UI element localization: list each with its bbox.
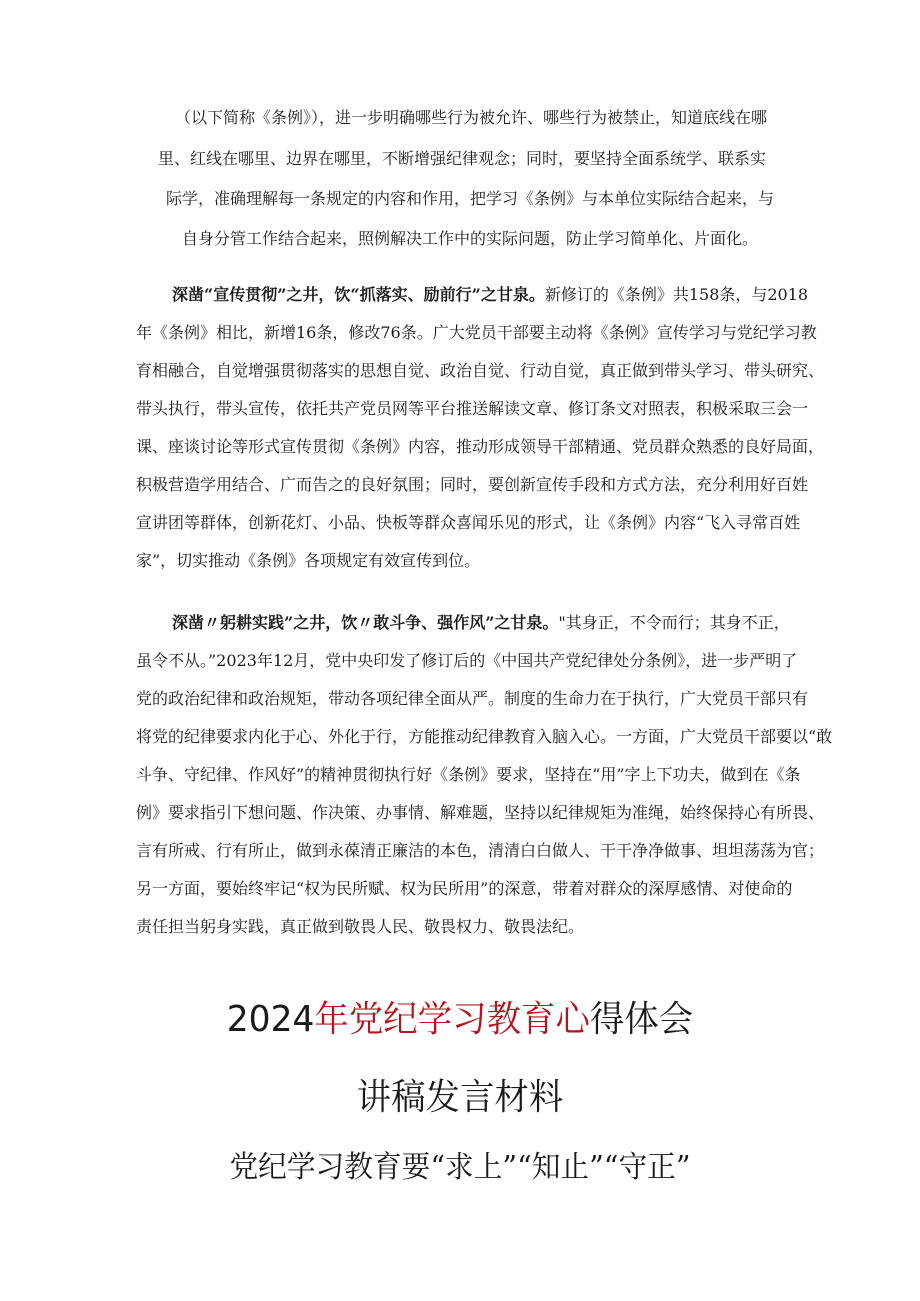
section1-first-line <box>172 284 808 306</box>
section2-line: 例》要求指引下想问题、作决策、办事情、解难题，坚持以纪律规矩为准绳，始终保持心有所畏、 <box>136 803 825 822</box>
section2-line: 斗争、守纪律、作风好”的精神贯彻执行好《条例》要求，坚持在“用”字上下功夫，做到在《条 <box>136 765 801 784</box>
section1-lead: 深凿“宣传贯彻”之井，饮“抓落实、励前行”之甘泉。 <box>172 285 545 304</box>
section2-lead: 深凿〃躬耕实践”之井，饮〃敢斗争、强作风”之甘泉。 <box>172 613 559 632</box>
section2-line: 党的政治纪律和政治规矩，带动各项纪律全面从严。制度的生命力在于执行，广大党员干部只有 <box>136 689 809 708</box>
intro-line: 里、红线在哪里、边界在哪里，不断增强纪律观念；同时，要坚持全面系统学、联系实 <box>158 149 767 168</box>
document-title <box>20 998 900 1042</box>
document-subtitle: 党纪学习教育要“求上”“知止”“守正” <box>229 1150 691 1185</box>
section2-line: 将党的纪律要求内化于心、外化于行，方能推动纪律教育入脑入心。一方面，广大党员干部要以“敢 <box>136 727 833 746</box>
section2-line: 虽令不从。”2023年12月，党中央印发了修订后的《中国共产党纪律处分条例》，进一步严明了 <box>136 651 798 670</box>
section1-line: 年《条例》相比，新增16条，修改76条。广大党员干部要主动将《条例》宣传学习与党纪学习教 <box>136 323 817 342</box>
document-title-line2: 讲稿发言材料 <box>356 1077 564 1118</box>
section1-line: 积极营造学用结合、广而告之的良好氛围；同时，要创新宣传手段和方式方法，充分利用好百姓 <box>136 475 809 494</box>
section2-first-rest: "其身正，不令而行；其身不正， <box>558 613 790 632</box>
title-prefix: 2024 <box>226 999 315 1040</box>
section1-first-rest: 新修订的《条例》共158条，与2018 <box>544 285 809 304</box>
section2-line: 另一方面，要始终牢记“权为民所赋、权为民所用”的深意，带着对群众的深厚感情、对使命的 <box>136 879 793 898</box>
intro-line: 自身分管工作结合起来，照例解决工作中的实际问题，防止学习简单化、片面化。 <box>182 229 759 248</box>
section2-line: 言有所戒、行有所止，做到永葆清正廉洁的本色，清清白白做人、干干净净做事、坦坦荡荡为官； <box>136 841 825 860</box>
section1-line: 宣讲团等群体，创新花灯、小品、快板等群众喜闻乐见的形式，让《条例》内容“飞入寻常百姓 <box>136 513 801 532</box>
section1-line: 课、座谈讨论等形式宣传贯彻《条例》内容，推动形成领导干部精通、党员群众熟悉的良好局面， <box>136 437 825 456</box>
title-red: 年党纪学习教育心 <box>314 999 590 1040</box>
section2-first-line <box>172 612 790 634</box>
intro-line: 际学，准确理解每一条规定的内容和作用，把学习《条例》与本单位实际结合起来，与 <box>166 189 775 208</box>
section2-line: 责任担当躬身实践，真正做到敬畏人民、敬畏权力、敬畏法纪。 <box>136 917 585 936</box>
intro-line: （以下简称《条例》），进一步明确哪些行为被允许、哪些行为被禁止，知道底线在哪 <box>175 108 768 127</box>
section1-line: 带头执行，带头宣传，依托共产党员网等平台推送解读文章、修订条文对照表，积极采取三会一 <box>136 399 809 418</box>
section1-line: 育相融合，自觉增强贯彻落实的思想自觉、政治自觉、行动自觉，真正做到带头学习、带头研究、 <box>136 361 825 380</box>
section1-line: 家”，切实推动《条例》各项规定有效宣传到位。 <box>136 551 481 570</box>
title-suffix: 得体会 <box>589 999 694 1040</box>
